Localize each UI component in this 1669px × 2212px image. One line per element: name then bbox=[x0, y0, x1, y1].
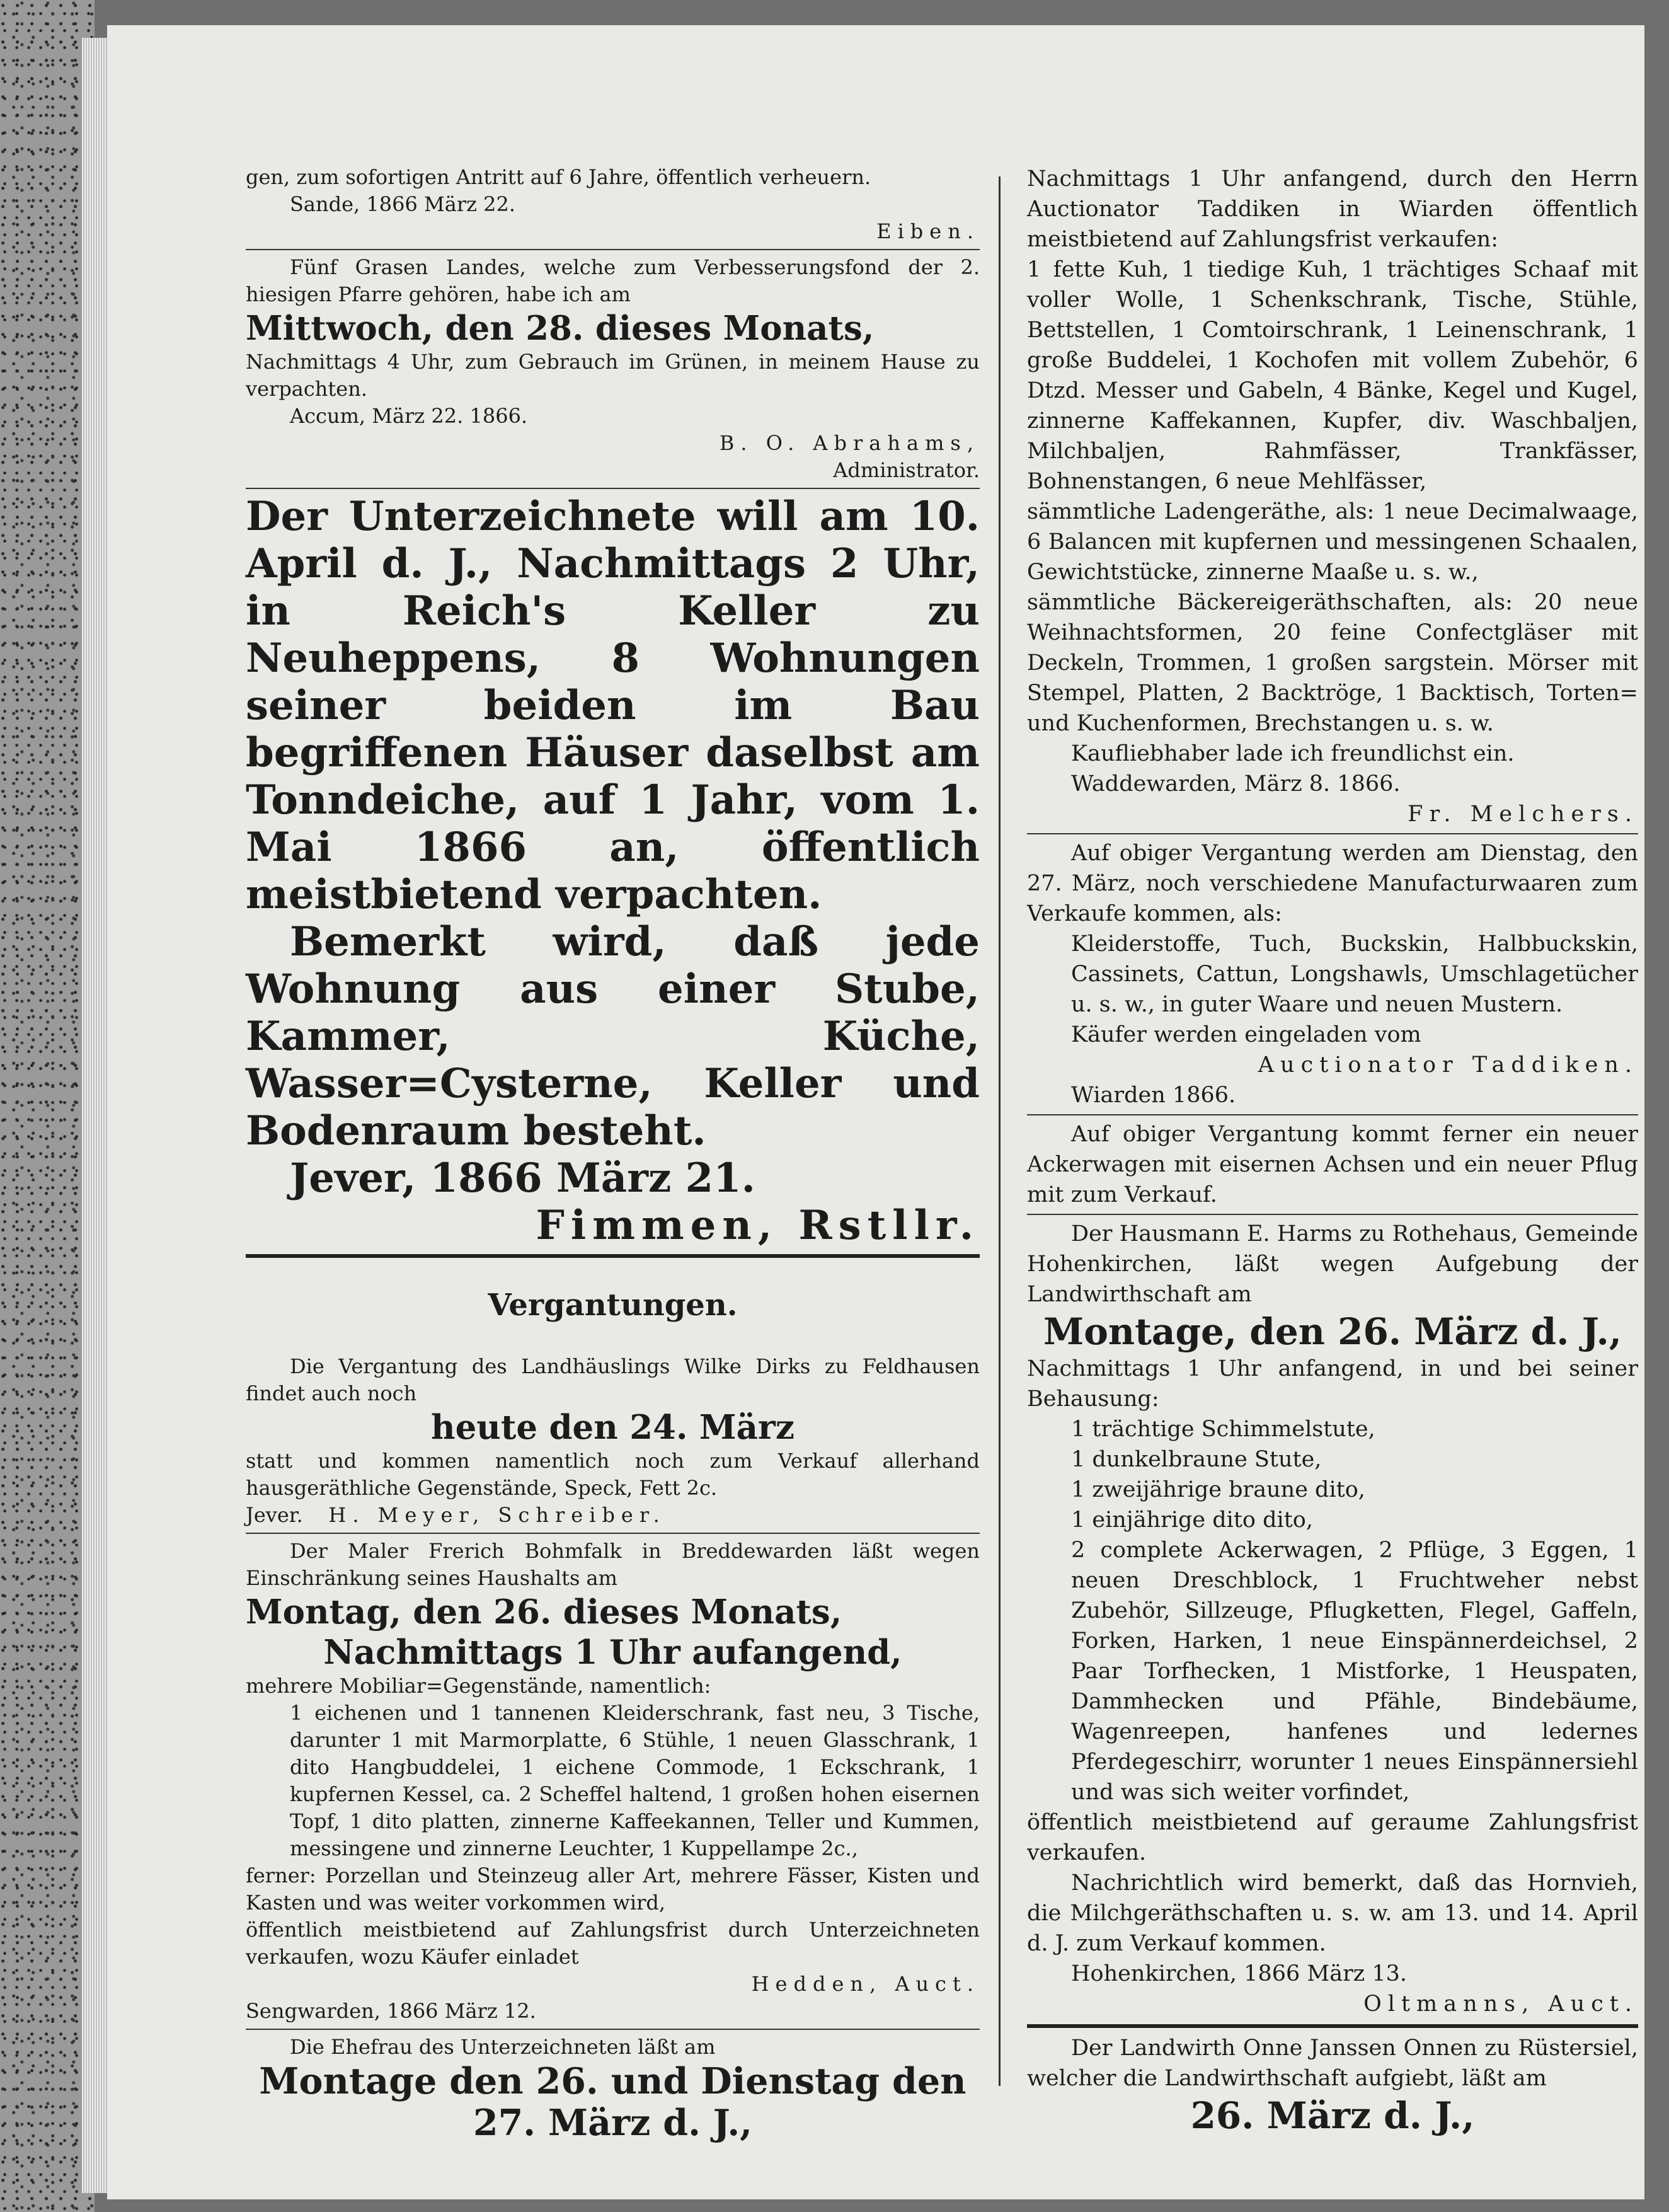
ad-b2-list: Kleiderstoffe, Tuch, Buckskin, Halbbuckskin, Cassinets, Cattun, Longshawls, Umschlagetücher u. s. w., in guter Waare und neuen Mustern. bbox=[1071, 931, 1638, 1017]
ad-b4-place: Hohenkirchen, 1866 März 13. bbox=[1071, 1961, 1408, 1986]
ad-b4-sign: Oltmanns, Auct. bbox=[1363, 1991, 1638, 2017]
ad-1-place: Sande, 1866 März 22. bbox=[290, 192, 516, 216]
book-edge-speckle bbox=[0, 0, 95, 2212]
ad-b1-text: Nachmittags 1 Uhr anfangend, durch den Herrn Auctionator Taddiken in Wiarden öffentlich meistbietend auf Zahlungsfrist verkaufen: bbox=[1027, 166, 1638, 252]
ad-b1-place: Waddewarden, März 8. 1866. bbox=[1071, 771, 1401, 797]
ad-5-text: Der Maler Frerich Bohmfalk in Breddewarden läßt wegen Einschränkung seines Haushalts am bbox=[246, 1539, 980, 1590]
ad-4-footer bbox=[246, 1502, 980, 1529]
ad-5-place: Sengwarden, 1866 März 12. bbox=[246, 1999, 536, 2023]
ad-3-text: Der Unterzeichnete will am 10. April d. J., Nachmittags 2 Uhr, in Reich's Keller zu Neuheppens, 8 Wohnungen seiner beiden im Bau begriffenen Häuser daselbst am Tonndeiche, auf 1 Jahr, vom 1. Mai 1866 an, öffentlich meistbietend verpachten. bbox=[246, 493, 980, 918]
ad-b3-text: Auf obiger Vergantung kommt ferner ein neuer Ackerwagen mit eisernen Achsen und ein neuer Pflug mit zum Verkauf. bbox=[1027, 1122, 1638, 1207]
divider bbox=[246, 488, 980, 489]
divider bbox=[1027, 1214, 1638, 1215]
ad-1-text: gen, zum sofortigen Antritt auf 6 Jahre, öffentlich verheuern. bbox=[246, 165, 871, 189]
ad-b2-text: Auf obiger Vergantung werden am Dienstag, den 27. März, noch verschiedene Manufacturwaaren zum Verkaufe kommen, als: bbox=[1027, 841, 1638, 926]
divider bbox=[246, 2029, 980, 2030]
ad-5-ferner: ferner: Porzellan und Steinzeug aller Art, mehrere Fässer, Kisten und Kasten und was weiter vorkommen wird, bbox=[246, 1863, 980, 1915]
divider bbox=[246, 1533, 980, 1534]
ad-2-date: Mittwoch, den 28. dieses Monats, bbox=[246, 309, 875, 348]
ad-4-text2: statt und kommen namentlich noch zum Verkauf allerhand hausgeräthliche Gegenstände, Speck, Fett 2c. bbox=[246, 1449, 980, 1500]
ad-b4-text: Der Hausmann E. Harms zu Rothehaus, Gemeinde Hohenkirchen, läßt wegen Aufgebung der Landwirthschaft am bbox=[1027, 1221, 1638, 1307]
ad-4-date: heute den 24. März bbox=[431, 1408, 794, 1447]
ad-b1-sign: Fr. Melchers. bbox=[1408, 802, 1638, 827]
ad-1-sign: Eiben. bbox=[876, 219, 980, 243]
ad-3-text2: Bemerkt wird, daß jede Wohnung aus einer Stube, Kammer, Küche, Wasser=Cysterne, Keller und Bodenraum besteht. bbox=[246, 918, 980, 1155]
ad-6-text: Die Ehefrau des Unterzeichneten läßt am bbox=[290, 2035, 716, 2059]
ad-b4-text2: Nachmittags 1 Uhr anfangend, in und bei seiner Behausung: bbox=[1027, 1356, 1638, 1412]
ad-5-text3: öffentlich meistbietend auf Zahlungsfrist durch Unterzeichneten verkaufen, wozu Käufer einladet bbox=[246, 1918, 980, 1969]
divider bbox=[1027, 1114, 1638, 1115]
ad-b5-text: Der Landwirth Onne Janssen Onnen zu Rüstersiel, welcher die Landwirthschaft aufgiebt, läßt am bbox=[1027, 2036, 1638, 2091]
ad-4-sign: H. Meyer, Schreiber. bbox=[328, 1503, 666, 1527]
ad-b4-item: 1 trächtige Schimmelstute, bbox=[1071, 1417, 1375, 1442]
ad-b4-note: Nachrichtlich wird bemerkt, daß das Hornvieh, die Milchgeräthschaften u. s. w. am 13. und 14. April d. J. zum Verkauf kommen. bbox=[1027, 1870, 1638, 1956]
ad-3-sign: Fimmen, Rstllr. bbox=[536, 1202, 980, 1249]
ad-4-text: Die Vergantung des Landhäuslings Wilke Dirks zu Feldhausen findet auch noch bbox=[246, 1354, 980, 1405]
ad-b4-item: 1 einjährige dito dito, bbox=[1071, 1507, 1313, 1533]
ad-4-place: Jever. bbox=[246, 1503, 303, 1527]
ad-2-place: Accum, März 22. 1866. bbox=[290, 404, 528, 428]
ad-2-text2: Nachmittags 4 Uhr, zum Gebrauch im Grünen, in meinem Hause zu verpachten. bbox=[246, 350, 980, 401]
ad-b2-invite: Käufer werden eingeladen vom bbox=[1071, 1022, 1421, 1047]
ad-5-text2: mehrere Mobiliar=Gegenstände, namentlich: bbox=[246, 1674, 711, 1698]
divider bbox=[1027, 833, 1638, 834]
ad-b4-item: 1 dunkelbraune Stute, bbox=[1071, 1447, 1322, 1472]
ad-5-list: 1 eichenen und 1 tannenen Kleiderschrank, fast neu, 3 Tische, darunter 1 mit Marmorplatte, 6 Stühle, 1 neuen Glasschrank, 1 dito Hangbuddelei, 1 eichene Commode, 1 Eckschrank, 1 kupfernen Kessel, ca. 2 Scheffel haltend, 1 großen hohen eisernen Topf, 1 dito platten, zinnerne Kaffeekannen, Teller und Kummen, messingene und zinnerne Leuchter, 1 Kuppellampe 2c., bbox=[290, 1701, 980, 1860]
ad-b2-place: Wiarden 1866. bbox=[1071, 1083, 1236, 1108]
ad-5-date: Montag, den 26. dieses Monats, bbox=[246, 1593, 842, 1632]
ad-5-time: Nachmittags 1 Uhr aufangend, bbox=[323, 1633, 902, 1672]
ad-b4-text3: öffentlich meistbietend auf geraume Zahlungsfrist verkaufen. bbox=[1027, 1810, 1638, 1865]
ad-5-sign: Hedden, Auct. bbox=[751, 1972, 980, 1996]
ad-b4-date: Montage, den 26. März d. J., bbox=[1043, 1310, 1622, 1353]
divider bbox=[246, 249, 980, 250]
column-divider bbox=[999, 176, 1001, 2086]
ad-b2-sign: Auctionator Taddiken. bbox=[1258, 1052, 1638, 1078]
ad-3-place: Jever, 1866 März 21. bbox=[290, 1155, 755, 1202]
ad-b4-item: 1 zweijährige braune dito, bbox=[1071, 1477, 1365, 1502]
left-column bbox=[246, 164, 980, 2144]
ad-6-date: Montage den 26. und Dienstag den 27. März d. J., bbox=[259, 2060, 966, 2144]
section-heading: Vergantungen. bbox=[488, 1287, 738, 1323]
section-divider bbox=[246, 1254, 980, 1258]
newspaper-page bbox=[107, 25, 1644, 2199]
ad-b4-item: 2 complete Ackerwagen, 2 Pflüge, 3 Eggen, 1 neuen Dreschblock, 1 Fruchtweher nebst Zubehör, Sillzeuge, Pflugketten, Flegel, Gaffeln, Forken, Harken, 1 neue Einspännerdeichsel, 2 Paar Torfhecken, 1 Mistforke, 1 Heuspaten, Dammhecken und Pfähle, Bindebäume, Wagenreepen, hanfenes und ledernes Pferdegeschirr, worunter 1 neues Einspännersiehl und was sich weiter vorfindet, bbox=[1071, 1538, 1638, 1805]
ad-b5-date: 26. März d. J., bbox=[1190, 2094, 1475, 2137]
ad-b1-item3: sämmtliche Bäckereigeräthschaften, als: 20 neue Weihnachtsformen, 20 feine Confectgläser mit Deckeln, Trommen, 1 großen sargstein. Mörser mit Stempel, Platten, 2 Backtröge, 1 Backtisch, Torten= und Kuchenformen, Brechstangen u. s. w. bbox=[1027, 590, 1638, 736]
right-column bbox=[1027, 164, 1638, 2138]
ad-b1-invite: Kaufliebhaber lade ich freundlichst ein. bbox=[1071, 741, 1515, 766]
ad-2-text: Fünf Grasen Landes, welche zum Verbesserungsfond der 2. hiesigen Pfarre gehören, habe ich am bbox=[246, 255, 980, 306]
ad-2-sign: B. O. Abrahams, bbox=[719, 431, 980, 455]
ad-2-role: Administrator. bbox=[833, 458, 980, 482]
ad-b1-item1: 1 fette Kuh, 1 tiedige Kuh, 1 trächtiges Schaaf mit voller Wolle, 1 Schenkschrank, Tische, Stühle, Bettstellen, 1 Comtoirschrank, 1 Leinenschrank, 1 große Buddelei, 1 Kochofen mit vollem Zubehör, 6 Dtzd. Messer und Gabeln, 4 Bänke, Kegel und Kugel, zinnerne Kaffekannen, Kupfer, div. Waschbaljen, Milchbaljen, Rahmfässer, Trankfässer, Bohnenstangen, 6 neue Mehlfässer, bbox=[1027, 257, 1638, 494]
divider bbox=[1027, 2024, 1638, 2028]
ad-b1-item2: sämmtliche Ladengeräthe, als: 1 neue Decimalwaage, 6 Balancen mit kupfernen und messingenen Schaalen, Gewichtstücke, zinnerne Maaße u. s. w., bbox=[1027, 499, 1638, 585]
